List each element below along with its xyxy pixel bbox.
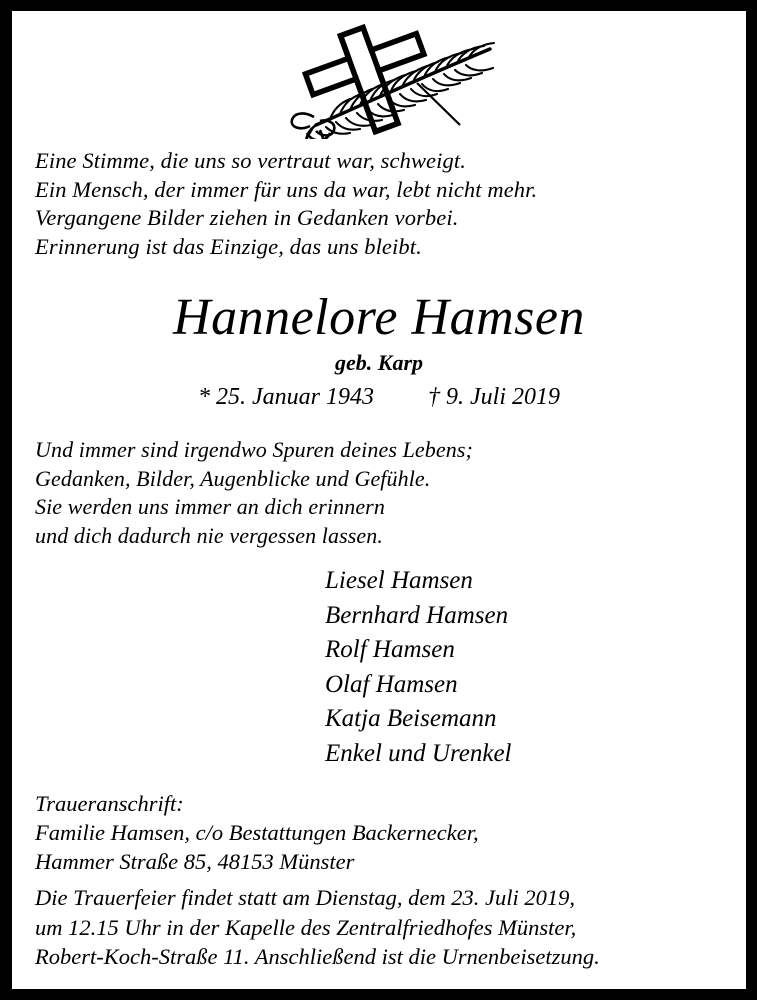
memorial-verse bbox=[35, 436, 473, 550]
opening-verse bbox=[35, 147, 537, 261]
survivor-name: Enkel und Urenkel bbox=[325, 739, 512, 767]
notice-paper bbox=[12, 11, 746, 989]
service-line: um 12.15 Uhr in der Kapelle des Zentralfriedhofes Münster, bbox=[35, 914, 577, 940]
death-date: 9. Juli 2019 bbox=[446, 384, 560, 410]
survivor-name: Liesel Hamsen bbox=[325, 567, 473, 594]
condolence-address-line: Hammer Straße 85, 48153 Münster bbox=[35, 849, 355, 874]
verse-line: Und immer sind irgendwo Spuren deines Lebens; bbox=[35, 437, 473, 462]
emblem-area bbox=[12, 21, 746, 141]
funeral-service-details bbox=[35, 883, 600, 972]
verse-line: Erinnerung ist das Einzige, das uns bleibt. bbox=[35, 233, 422, 259]
life-dates bbox=[12, 382, 746, 412]
survivor-name: Katja Beisemann bbox=[325, 705, 497, 732]
survivor-name: Bernhard Hamsen bbox=[325, 601, 509, 629]
verse-line: Gedanken, Bilder, Augenblicke und Gefühle. bbox=[35, 465, 431, 491]
condolence-address-heading: Traueranschrift: bbox=[35, 791, 184, 816]
service-line: Robert-Koch-Straße 11. Anschließend ist die Urnenbeisetzung. bbox=[35, 944, 600, 969]
survivors-list bbox=[325, 564, 512, 771]
birth-symbol: * bbox=[198, 384, 210, 410]
survivor-name: Olaf Hamsen bbox=[325, 670, 458, 698]
verse-line: Eine Stimme, die uns so vertraut war, schweigt. bbox=[35, 148, 466, 173]
verse-line: Vergangene Bilder ziehen in Gedanken vorbei. bbox=[35, 205, 459, 230]
cross-with-palm-frond-icon bbox=[254, 21, 504, 139]
verse-line: Sie werden uns immer an dich erinnern bbox=[35, 494, 385, 519]
birth-date: 25. Januar 1943 bbox=[216, 384, 374, 410]
death-symbol: † bbox=[428, 384, 440, 410]
service-line: Die Trauerfeier findet statt am Dienstag, dem 23. Juli 2019, bbox=[35, 885, 575, 910]
verse-line: und dich dadurch nie vergessen lassen. bbox=[35, 522, 383, 548]
survivor-name: Rolf Hamsen bbox=[325, 636, 455, 663]
condolence-address bbox=[35, 789, 479, 876]
condolence-address-line: Familie Hamsen, c/o Bestattungen Backernecker, bbox=[35, 820, 479, 845]
deceased-name: Hannelore Hamsen bbox=[173, 289, 585, 346]
maiden-name: geb. Karp bbox=[335, 350, 423, 375]
verse-line: Ein Mensch, der immer für uns da war, lebt nicht mehr. bbox=[35, 176, 538, 202]
